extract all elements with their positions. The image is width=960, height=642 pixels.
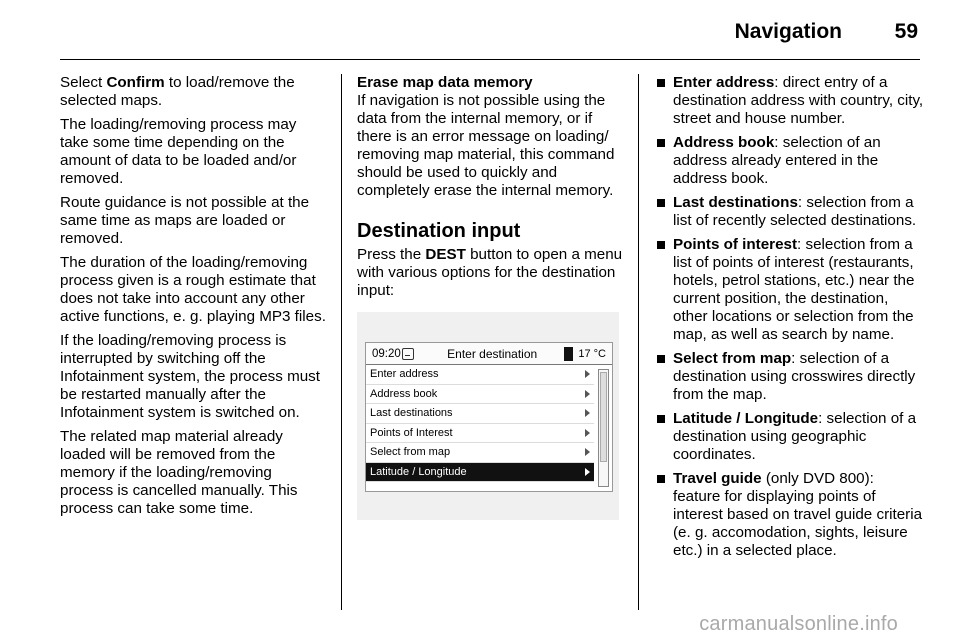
menu-item-enter-address[interactable]: Enter address bbox=[366, 365, 594, 385]
column-divider bbox=[341, 74, 342, 610]
list-item: Points of interest: selection from a list of points of interest (restaurants, hotels, petrol stations, etc.) near the current position, the destination, other locations or selection from the map, as well as search by name. bbox=[655, 236, 925, 344]
infotainment-screen bbox=[365, 342, 613, 492]
menu-item-address-book[interactable]: Address book bbox=[366, 385, 594, 405]
page-title: Navigation bbox=[734, 20, 842, 43]
column-divider bbox=[638, 74, 639, 610]
paragraph: The related map material already loaded will be removed from the memory if the loading/removing process is cancelled manually. This process can take some time. bbox=[60, 428, 298, 517]
thermometer-icon bbox=[564, 347, 573, 361]
clock: 09:20 bbox=[372, 347, 401, 360]
menu-item-points-of-interest[interactable]: Points of Interest bbox=[366, 424, 594, 444]
screen-title: Enter destination bbox=[447, 346, 538, 361]
chevron-right-icon bbox=[585, 409, 590, 417]
menu-item-select-from-map[interactable]: Select from map bbox=[366, 443, 594, 463]
list-item: Last destinations: selection from a list of recently selected destinations. bbox=[655, 194, 925, 230]
paragraph: If the loading/removing process is interrupted by switching off the Infotainment system, the process must be restarted manually after the Infotainment system is switched on. bbox=[60, 332, 320, 421]
column-2 bbox=[357, 74, 629, 520]
paragraph: If navigation is not possible using the data from the internal memory, or if there is an error message on loading/ removing map material, this command should be used to quickly and completely erase the internal memory. bbox=[357, 92, 615, 199]
chevron-right-icon bbox=[585, 468, 590, 476]
destination-options-list bbox=[655, 74, 925, 560]
page-number: 59 bbox=[894, 20, 918, 43]
page-header bbox=[60, 18, 920, 60]
status-bar bbox=[366, 343, 612, 365]
column-1 bbox=[60, 74, 328, 524]
chevron-right-icon bbox=[585, 429, 590, 437]
screen-illustration bbox=[357, 312, 619, 520]
chevron-right-icon bbox=[585, 390, 590, 398]
list-item: Travel guide (only DVD 800): feature for displaying points of interest based on travel guide criteria (e. g. accomodation, sights, leisure etc.) in a selected place. bbox=[655, 470, 925, 560]
destination-menu bbox=[366, 365, 612, 482]
paragraph-confirm: Select Confirm to load/remove the selected maps. bbox=[60, 74, 295, 109]
list-item: Latitude / Longitude: selection of a destination using geographic coordinates. bbox=[655, 410, 925, 464]
section-subheading: Erase map data memory bbox=[357, 74, 533, 91]
list-item: Enter address: direct entry of a destination address with country, city, street and house number. bbox=[655, 74, 925, 128]
paragraph: The duration of the loading/removing process given is a rough estimate that does not take into account any other active functions, e. g. playing MP3 files. bbox=[60, 254, 326, 325]
section-heading: Destination input bbox=[357, 220, 521, 242]
paragraph: Route guidance is not possible at the same time as maps are loaded or removed. bbox=[60, 194, 310, 247]
column-3 bbox=[655, 74, 925, 566]
paragraph-dest: Press the DEST button to open a menu with various options for the destination input: bbox=[357, 246, 623, 299]
chevron-right-icon bbox=[585, 448, 590, 456]
paragraph: The loading/removing process may take some time depending on the amount of data to be loaded and/or removed. bbox=[60, 116, 297, 187]
chevron-right-icon bbox=[585, 370, 590, 378]
watermark: carmanualsonline.info bbox=[699, 613, 898, 635]
scroll-thumb[interactable] bbox=[600, 372, 607, 462]
temperature: 17 °C bbox=[578, 347, 606, 360]
dest-term: DEST bbox=[425, 246, 466, 263]
menu-item-latitude-longitude[interactable]: Latitude / Longitude bbox=[366, 463, 594, 483]
menu-scrollbar[interactable] bbox=[598, 369, 609, 487]
list-item: Address book: selection of an address already entered in the address book. bbox=[655, 134, 925, 188]
list-item: Select from map: selection of a destination using crosswires directly from the map. bbox=[655, 350, 925, 404]
menu-item-last-destinations[interactable]: Last destinations bbox=[366, 404, 594, 424]
status-icon bbox=[402, 348, 414, 360]
confirm-term: Confirm bbox=[106, 74, 165, 91]
